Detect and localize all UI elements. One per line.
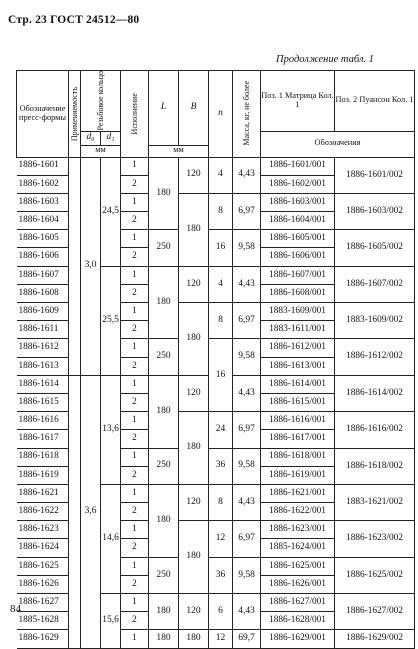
pos1-cell: 1886-1614/001 xyxy=(261,375,335,393)
mass-cell: 4,43 xyxy=(233,266,261,302)
designation-cell: 1886-1618 xyxy=(17,448,69,466)
B-cell: 120 xyxy=(179,594,209,630)
execution-cell: 1 xyxy=(121,630,149,648)
pos1-cell: 1886-1622/001 xyxy=(261,503,335,521)
execution-cell: 2 xyxy=(121,284,149,302)
execution-cell: 2 xyxy=(121,466,149,484)
execution-cell: 1 xyxy=(121,193,149,211)
mass-cell: 4,43 xyxy=(233,375,261,411)
col-applicability: Применяемость xyxy=(69,71,81,158)
pos1-cell: 1886-1623/001 xyxy=(261,521,335,539)
pos2-cell: 1883-1609/002 xyxy=(335,303,415,339)
B-cell: 180 xyxy=(179,412,209,485)
execution-cell: 1 xyxy=(121,375,149,393)
pos1-cell: 1886-1603/001 xyxy=(261,193,335,211)
B-cell: 120 xyxy=(179,157,209,193)
n-cell: 36 xyxy=(209,448,233,484)
pos1-cell: 1886-1612/001 xyxy=(261,339,335,357)
execution-cell: 1 xyxy=(121,157,149,175)
designation-cell: 1886-1603 xyxy=(17,193,69,211)
designation-cell: 1886-1617 xyxy=(17,430,69,448)
n-cell: 16 xyxy=(209,230,233,266)
B-cell: 120 xyxy=(179,266,209,302)
pos2-cell: 1886-1612/002 xyxy=(335,339,415,375)
d0-cell: 3,0 xyxy=(81,157,101,375)
pos1-cell: 1886-1601/001 xyxy=(261,157,335,175)
execution-cell: 2 xyxy=(121,321,149,339)
execution-cell: 2 xyxy=(121,248,149,266)
execution-cell: 1 xyxy=(121,557,149,575)
L-cell: 180 xyxy=(149,266,179,339)
pos1-cell: 1886-1629/001 xyxy=(261,630,335,648)
n-cell: 36 xyxy=(209,557,233,593)
execution-cell: 2 xyxy=(121,503,149,521)
designation-cell: 1886-1606 xyxy=(17,248,69,266)
pos1-cell: 1886-1605/001 xyxy=(261,230,335,248)
designation-cell: 1886-1601 xyxy=(17,157,69,175)
B-cell: 120 xyxy=(179,375,209,411)
n-cell: 4 xyxy=(209,266,233,302)
designation-cell: 1886-1622 xyxy=(17,503,69,521)
execution-cell: 1 xyxy=(121,266,149,284)
col-designation: Обозначение пресс-формы xyxy=(17,71,69,158)
d1-cell: 15,6 xyxy=(101,594,121,649)
pos1-cell: 1886-1607/001 xyxy=(261,266,335,284)
pos2-cell: 1886-1623/002 xyxy=(335,521,415,557)
execution-cell: 2 xyxy=(121,539,149,557)
mass-cell: 6,97 xyxy=(233,412,261,448)
B-cell: 180 xyxy=(179,193,209,266)
mass-cell: 4,43 xyxy=(233,157,261,193)
designation-cell: 1886-1619 xyxy=(17,466,69,484)
execution-cell: 1 xyxy=(121,339,149,357)
pos1-cell: 1886-1616/001 xyxy=(261,412,335,430)
designation-cell: 1886-1615 xyxy=(17,393,69,411)
execution-cell: 2 xyxy=(121,430,149,448)
pos1-cell: 1886-1619/001 xyxy=(261,466,335,484)
pos2-cell: 1886-1618/002 xyxy=(335,448,415,484)
L-cell: 180 xyxy=(149,157,179,230)
pos1-cell: 1883-1609/001 xyxy=(261,303,335,321)
applicability-cell xyxy=(69,375,81,648)
mass-cell: 9,58 xyxy=(233,448,261,484)
designation-cell: 1886-1607 xyxy=(17,266,69,284)
L-cell: 180 xyxy=(149,484,179,557)
mass-cell: 69,7 xyxy=(233,630,261,648)
col-d0: d₀ xyxy=(81,131,101,145)
designation-cell: 1886-1613 xyxy=(17,357,69,375)
B-cell: 180 xyxy=(179,521,209,594)
pos2-cell: 1886-1625/002 xyxy=(335,557,415,593)
pos2-cell: 1886-1614/002 xyxy=(335,375,415,411)
mass-cell: 9,58 xyxy=(233,557,261,593)
designation-cell: 1886-1611 xyxy=(17,321,69,339)
execution-cell: 1 xyxy=(121,230,149,248)
d1-cell: 13,6 xyxy=(101,375,121,484)
gost-table xyxy=(16,70,415,649)
execution-cell: 2 xyxy=(121,212,149,230)
page-number: 84 xyxy=(10,603,21,615)
pos2-cell: 1886-1616/002 xyxy=(335,412,415,448)
pos1-cell: 1886-1608/001 xyxy=(261,284,335,302)
n-cell: 16 xyxy=(209,339,233,412)
B-cell: 180 xyxy=(179,303,209,376)
table-row xyxy=(17,157,415,175)
pos1-cell: 1886-1618/001 xyxy=(261,448,335,466)
n-cell: 8 xyxy=(209,484,233,520)
col-thread-size: Резьбовое кольцо xyxy=(81,71,121,132)
applicability-cell xyxy=(69,157,81,375)
pos1-cell: 1886-1615/001 xyxy=(261,393,335,411)
n-cell: 24 xyxy=(209,412,233,448)
pos2-cell: 1883-1621/002 xyxy=(335,484,415,520)
L-cell: 250 xyxy=(149,448,179,484)
execution-cell: 1 xyxy=(121,521,149,539)
designation-cell: 1886-1629 xyxy=(17,630,69,648)
n-cell: 8 xyxy=(209,193,233,229)
mass-cell: 6,97 xyxy=(233,193,261,229)
mass-cell: 4,43 xyxy=(233,594,261,630)
col-designations: Обозначения xyxy=(261,131,415,157)
d1-cell: 14,6 xyxy=(101,484,121,593)
L-cell: 250 xyxy=(149,557,179,593)
col-pos1: Поз. 1 Матрица Кол. 1 xyxy=(261,71,335,132)
pos1-cell: 1886-1625/001 xyxy=(261,557,335,575)
execution-cell: 2 xyxy=(121,575,149,593)
pos2-cell: 1886-1601/002 xyxy=(335,157,415,193)
designation-cell: 1886-1602 xyxy=(17,175,69,193)
L-cell: 180 xyxy=(149,594,179,630)
L-cell: 250 xyxy=(149,339,179,375)
execution-cell: 1 xyxy=(121,484,149,502)
designation-cell: 1886-1609 xyxy=(17,303,69,321)
n-cell: 4 xyxy=(209,157,233,193)
mass-cell: 4,43 xyxy=(233,484,261,520)
pos1-cell: 1886-1602/001 xyxy=(261,175,335,193)
pos1-cell: 1886-1626/001 xyxy=(261,575,335,593)
d1-cell: 25,5 xyxy=(101,266,121,375)
pos1-cell: 1886-1627/001 xyxy=(261,594,335,612)
mass-cell: 9,58 xyxy=(233,339,261,375)
execution-cell: 2 xyxy=(121,612,149,630)
designation-cell: 1886-1621 xyxy=(17,484,69,502)
pos1-cell: 1886-1628/001 xyxy=(261,612,335,630)
col-B: B xyxy=(179,71,209,146)
execution-cell: 1 xyxy=(121,303,149,321)
d0-cell: 3,6 xyxy=(81,375,101,648)
B-cell: 180 xyxy=(179,630,209,648)
designation-cell: 1886-1625 xyxy=(17,557,69,575)
mass-cell: 6,97 xyxy=(233,521,261,557)
col-mass: Масса, кг, не более xyxy=(233,71,261,158)
pos2-cell: 1886-1607/002 xyxy=(335,266,415,302)
execution-cell: 2 xyxy=(121,175,149,193)
unit-mm-2: мм xyxy=(149,145,209,157)
L-cell: 180 xyxy=(149,630,179,648)
designation-cell: 1886-1624 xyxy=(17,539,69,557)
d1-cell: 24,5 xyxy=(101,157,121,266)
col-L: L xyxy=(149,71,179,146)
col-d1: d₁ xyxy=(101,131,121,145)
mass-cell: 6,97 xyxy=(233,303,261,339)
n-cell: 8 xyxy=(209,303,233,339)
n-cell: 12 xyxy=(209,521,233,557)
execution-cell: 1 xyxy=(121,448,149,466)
designation-cell: 1886-1605 xyxy=(17,230,69,248)
n-cell: 12 xyxy=(209,630,233,648)
execution-cell: 1 xyxy=(121,412,149,430)
designation-cell: 1886-1614 xyxy=(17,375,69,393)
pos2-cell: 1886-1627/002 xyxy=(335,594,415,630)
n-cell: 6 xyxy=(209,594,233,630)
L-cell: 180 xyxy=(149,375,179,448)
designation-cell: 1886-1612 xyxy=(17,339,69,357)
B-cell: 120 xyxy=(179,484,209,520)
execution-cell: 2 xyxy=(121,393,149,411)
col-pos2: Поз. 2 Пуансон Кол. 1 xyxy=(335,71,415,132)
unit-mm: мм xyxy=(81,145,121,157)
L-cell: 250 xyxy=(149,230,179,266)
designation-cell: 1886-1623 xyxy=(17,521,69,539)
pos1-cell: 1886-1613/001 xyxy=(261,357,335,375)
pos1-cell: 1886-1617/001 xyxy=(261,430,335,448)
mass-cell: 9,58 xyxy=(233,230,261,266)
execution-cell: 2 xyxy=(121,357,149,375)
pos1-cell: 1886-1606/001 xyxy=(261,248,335,266)
col-execution: Исполнение xyxy=(121,71,149,158)
pos1-cell: 1885-1624/001 xyxy=(261,539,335,557)
designation-cell: 1886-1608 xyxy=(17,284,69,302)
pos2-cell: 1886-1629/002 xyxy=(335,630,415,648)
pos1-cell: 1883-1611/001 xyxy=(261,321,335,339)
continuation-label: Продолжение табл. 1 xyxy=(276,54,374,65)
page-header: Стр. 23 ГОСТ 24512—80 xyxy=(8,14,140,26)
designation-cell: 1886-1626 xyxy=(17,575,69,593)
pos1-cell: 1886-1604/001 xyxy=(261,212,335,230)
pos2-cell: 1886-1603/002 xyxy=(335,193,415,229)
pos1-cell: 1886-1621/001 xyxy=(261,484,335,502)
designation-cell: 1886-1627 xyxy=(17,594,69,612)
designation-cell: 1886-1616 xyxy=(17,412,69,430)
execution-cell: 1 xyxy=(121,594,149,612)
pos2-cell: 1886-1605/002 xyxy=(335,230,415,266)
designation-cell: 1885-1628 xyxy=(17,612,69,630)
designation-cell: 1886-1604 xyxy=(17,212,69,230)
col-n: n xyxy=(209,71,233,158)
